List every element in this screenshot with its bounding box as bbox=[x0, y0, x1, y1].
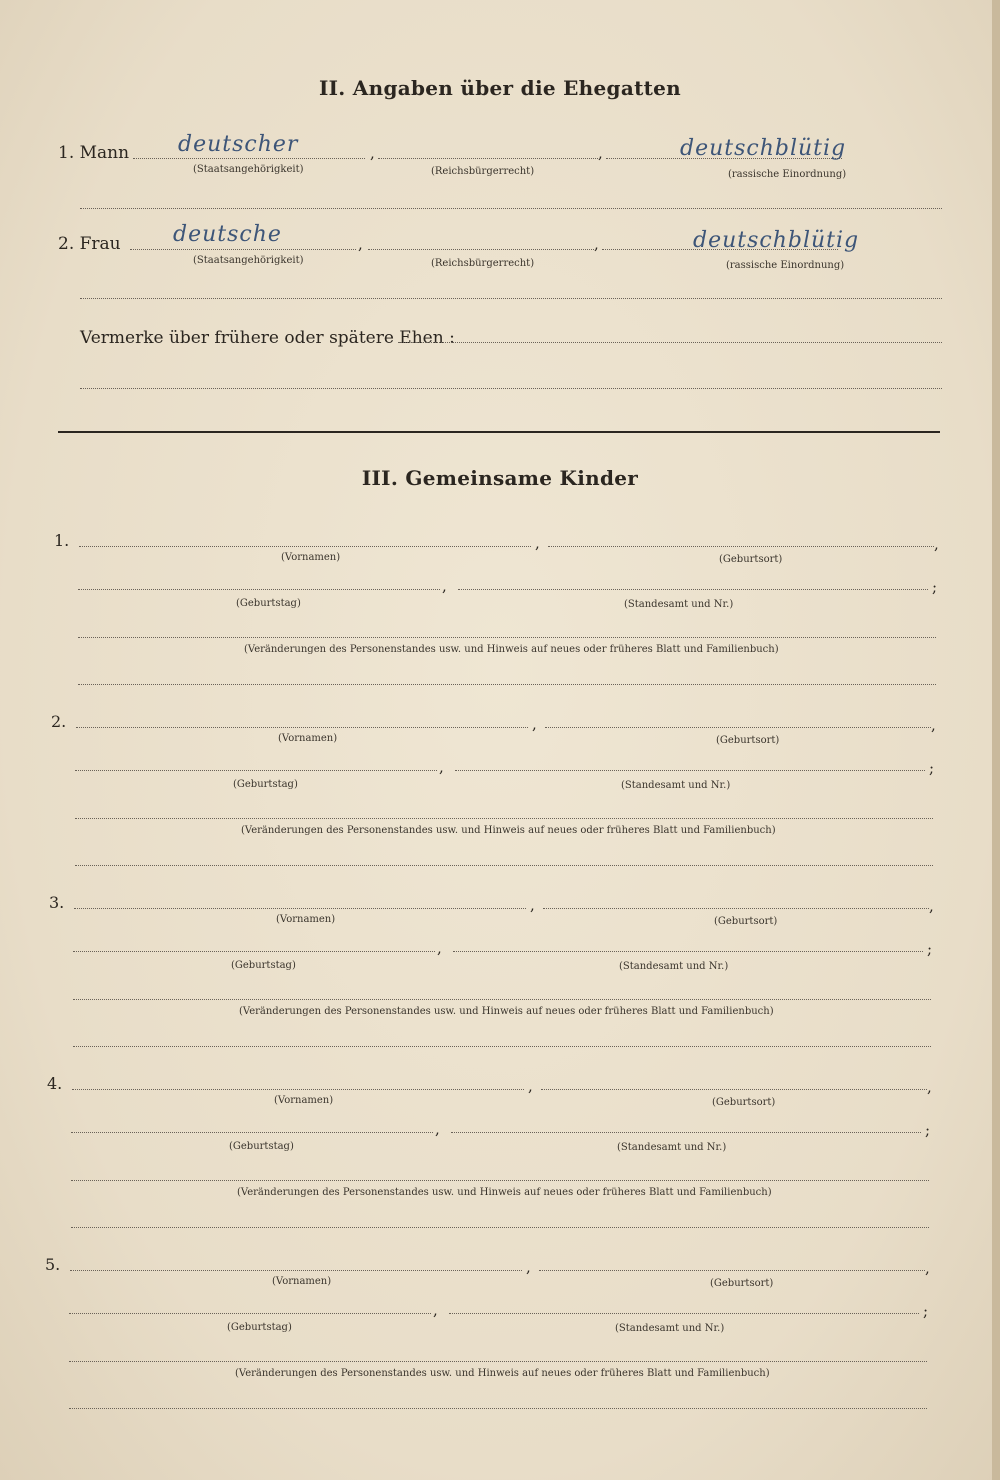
geburtsort-field[interactable] bbox=[543, 908, 929, 909]
semicolon: ; bbox=[927, 940, 933, 958]
standesamt-field[interactable] bbox=[451, 1132, 921, 1133]
comma: , bbox=[934, 535, 939, 553]
standesamt-field[interactable] bbox=[458, 589, 928, 590]
comma: , bbox=[370, 144, 375, 162]
veraenderungen-field[interactable] bbox=[75, 818, 933, 819]
semicolon: ; bbox=[929, 759, 935, 777]
geburtstag-field[interactable] bbox=[75, 770, 437, 771]
standesamt-caption: (Standesamt und Nr.) bbox=[624, 599, 734, 610]
standesamt-caption: (Standesamt und Nr.) bbox=[615, 1323, 725, 1334]
mann-reichsbuergerrecht-field[interactable] bbox=[378, 158, 598, 159]
standesamt-field[interactable] bbox=[449, 1313, 919, 1314]
comma: , bbox=[925, 1259, 930, 1277]
vermerke-label: Vermerke über frühere oder spätere Ehen : bbox=[80, 328, 455, 348]
semicolon: ; bbox=[923, 1302, 929, 1320]
page-edge bbox=[992, 0, 1000, 1480]
child-number: 3. bbox=[49, 893, 65, 912]
geburtsort-field[interactable] bbox=[545, 727, 931, 728]
veraenderungen-extra-line[interactable] bbox=[73, 1046, 931, 1047]
child-number: 2. bbox=[51, 712, 67, 731]
vermerke-extra-line[interactable] bbox=[80, 388, 942, 389]
vornamen-field[interactable] bbox=[70, 1270, 522, 1271]
section-2-heading: II. Angaben über die Ehegatten bbox=[318, 76, 682, 100]
standesamt-caption: (Standesamt und Nr.) bbox=[617, 1142, 727, 1153]
frau-rassische-handwriting: deutschblütig bbox=[693, 228, 860, 253]
veraenderungen-field[interactable] bbox=[69, 1361, 927, 1362]
vornamen-caption: (Vornamen) bbox=[276, 914, 336, 925]
geburtstag-caption: (Geburtstag) bbox=[236, 598, 301, 609]
vermerke-field[interactable] bbox=[398, 342, 942, 343]
geburtstag-caption: (Geburtstag) bbox=[231, 960, 296, 971]
veraenderungen-field[interactable] bbox=[73, 999, 931, 1000]
comma: , bbox=[442, 577, 447, 595]
geburtsort-caption: (Geburtsort) bbox=[712, 1097, 776, 1108]
vornamen-caption: (Vornamen) bbox=[272, 1276, 332, 1287]
frau-label: 2. Frau bbox=[58, 234, 121, 254]
reichsbuergerrecht-caption: (Reichsbürgerrecht) bbox=[431, 166, 535, 177]
geburtsort-field[interactable] bbox=[548, 546, 934, 547]
vornamen-caption: (Vornamen) bbox=[281, 552, 341, 563]
geburtsort-caption: (Geburtsort) bbox=[714, 916, 778, 927]
section-3-heading: III. Gemeinsame Kinder bbox=[361, 466, 639, 490]
geburtsort-caption: (Geburtsort) bbox=[716, 735, 780, 746]
veraenderungen-extra-line[interactable] bbox=[75, 865, 933, 866]
rassische-caption: (rassische Einordnung) bbox=[728, 169, 847, 180]
semicolon: ; bbox=[925, 1121, 931, 1139]
mann-staatsangehoerigkeit-handwriting: deutscher bbox=[178, 132, 299, 157]
comma: , bbox=[437, 939, 442, 957]
geburtstag-field[interactable] bbox=[69, 1313, 431, 1314]
mann-staatsangehoerigkeit-field[interactable] bbox=[133, 158, 365, 159]
frau-staatsangehoerigkeit-field[interactable] bbox=[130, 249, 356, 250]
veraenderungen-caption: (Veränderungen des Personenstandes usw. und Hinweis auf neues oder früheres Blatt und Familienbuch) bbox=[235, 1368, 770, 1379]
standesamt-caption: (Standesamt und Nr.) bbox=[621, 780, 731, 791]
geburtstag-caption: (Geburtstag) bbox=[227, 1322, 292, 1333]
geburtsort-field[interactable] bbox=[541, 1089, 927, 1090]
semicolon: ; bbox=[932, 578, 938, 596]
geburtsort-caption: (Geburtsort) bbox=[710, 1278, 774, 1289]
comma: , bbox=[358, 235, 363, 253]
comma: , bbox=[435, 1120, 440, 1138]
standesamt-field[interactable] bbox=[455, 770, 925, 771]
comma: , bbox=[530, 896, 535, 914]
veraenderungen-extra-line[interactable] bbox=[69, 1408, 927, 1409]
veraenderungen-field[interactable] bbox=[71, 1180, 929, 1181]
comma: , bbox=[931, 716, 936, 734]
geburtstag-field[interactable] bbox=[78, 589, 440, 590]
geburtstag-field[interactable] bbox=[71, 1132, 433, 1133]
comma: , bbox=[927, 1078, 932, 1096]
geburtstag-field[interactable] bbox=[73, 951, 435, 952]
reichsbuergerrecht-caption: (Reichsbürgerrecht) bbox=[431, 258, 535, 269]
comma: , bbox=[929, 897, 934, 915]
vornamen-field[interactable] bbox=[72, 1089, 524, 1090]
veraenderungen-extra-line[interactable] bbox=[71, 1227, 929, 1228]
child-number: 4. bbox=[47, 1074, 63, 1093]
vornamen-field[interactable] bbox=[79, 546, 531, 547]
veraenderungen-caption: (Veränderungen des Personenstandes usw. und Hinweis auf neues oder früheres Blatt und Familienbuch) bbox=[241, 825, 776, 836]
comma: , bbox=[535, 534, 540, 552]
veraenderungen-extra-line[interactable] bbox=[78, 684, 936, 685]
child-number: 5. bbox=[45, 1255, 61, 1274]
comma: , bbox=[598, 144, 603, 162]
comma: , bbox=[532, 715, 537, 733]
comma: , bbox=[594, 235, 599, 253]
standesamt-field[interactable] bbox=[453, 951, 923, 952]
rassische-caption: (rassische Einordnung) bbox=[726, 260, 845, 271]
geburtsort-field[interactable] bbox=[539, 1270, 925, 1271]
staatsangehoerigkeit-caption: (Staatsangehörigkeit) bbox=[193, 255, 304, 266]
vornamen-caption: (Vornamen) bbox=[278, 733, 338, 744]
frau-staatsangehoerigkeit-handwriting: deutsche bbox=[173, 222, 282, 247]
comma: , bbox=[439, 758, 444, 776]
mann-label: 1. Mann bbox=[58, 143, 130, 163]
geburtstag-caption: (Geburtstag) bbox=[233, 779, 298, 790]
child-number: 1. bbox=[54, 531, 70, 550]
frau-reichsbuergerrecht-field[interactable] bbox=[368, 249, 594, 250]
comma: , bbox=[528, 1077, 533, 1095]
section-divider bbox=[58, 431, 940, 433]
vornamen-field[interactable] bbox=[74, 908, 526, 909]
mann-extra-line[interactable] bbox=[80, 208, 942, 209]
vornamen-caption: (Vornamen) bbox=[274, 1095, 334, 1106]
frau-extra-line[interactable] bbox=[80, 298, 942, 299]
staatsangehoerigkeit-caption: (Staatsangehörigkeit) bbox=[193, 164, 304, 175]
vornamen-field[interactable] bbox=[76, 727, 528, 728]
comma: , bbox=[433, 1301, 438, 1319]
comma: , bbox=[526, 1258, 531, 1276]
veraenderungen-caption: (Veränderungen des Personenstandes usw. und Hinweis auf neues oder früheres Blatt und Familienbuch) bbox=[244, 644, 779, 655]
geburtstag-caption: (Geburtstag) bbox=[229, 1141, 294, 1152]
veraenderungen-field[interactable] bbox=[78, 637, 936, 638]
geburtsort-caption: (Geburtsort) bbox=[719, 554, 783, 565]
standesamt-caption: (Standesamt und Nr.) bbox=[619, 961, 729, 972]
mann-rassische-handwriting: deutschblütig bbox=[680, 136, 847, 161]
veraenderungen-caption: (Veränderungen des Personenstandes usw. und Hinweis auf neues oder früheres Blatt und Familienbuch) bbox=[237, 1187, 772, 1198]
veraenderungen-caption: (Veränderungen des Personenstandes usw. und Hinweis auf neues oder früheres Blatt und Familienbuch) bbox=[239, 1006, 774, 1017]
